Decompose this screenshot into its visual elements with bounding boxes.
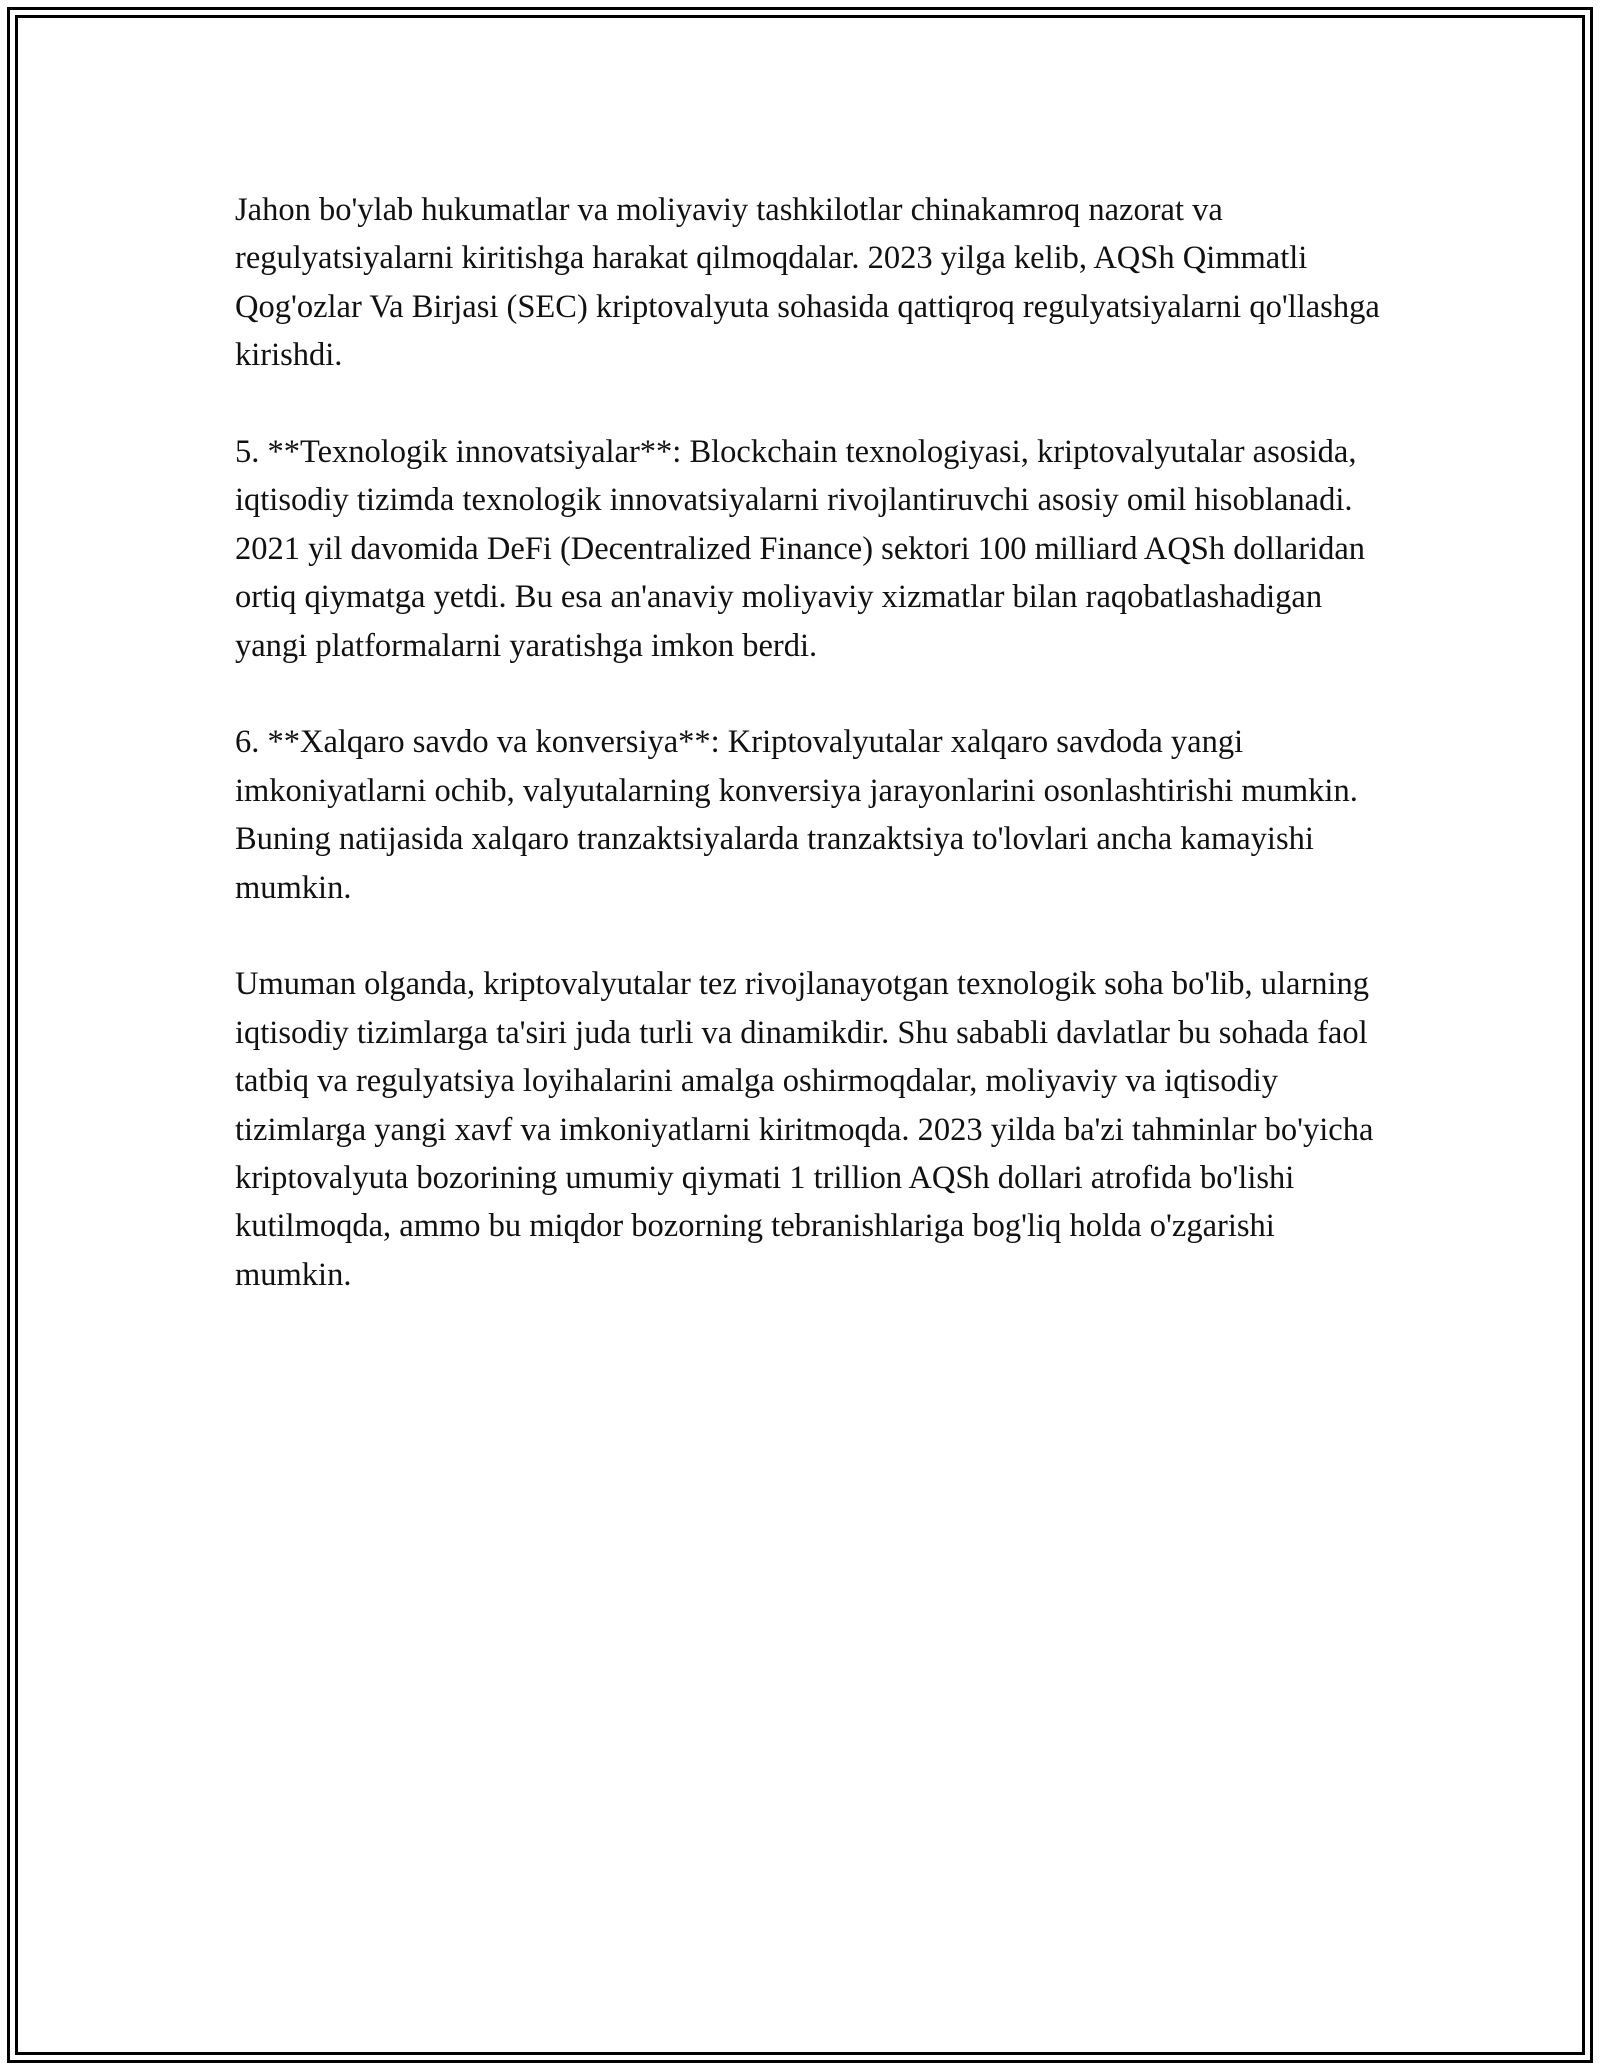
paragraph-tech-innovation: 5. **Texnologik innovatsiyalar**: Blockchain texnologiyasi, kriptovalyutalar asosida, iqtisodiy tizimda texnologik innovatsiyalarni rivojlantiruvchi asosiy omil hisoblanadi. 2021 yil davomida DeFi (Decentralized Finance) sektori 100 milliard AQSh dollaridan ortiq qiymatga yetdi. Bu esa an'anaviy moliyaviy xizmatlar bilan raqobatlashadigan yangi platformalarni yaratishga imkon berdi. xyxy=(235,434,1366,664)
paragraph-international-trade: 6. **Xalqaro savdo va konversiya**: Kriptovalyutalar xalqaro savdoda yangi imkoniyatlarni ochib, valyutalarning konversiya jarayonlarini osonlashtirishi mumkin. Buning natijasida xalqaro tranzaktsiyalarda tranzaktsiya to'lovlari ancha kamayishi mumkin. xyxy=(235,724,1358,906)
paragraph-conclusion: Umuman olganda, kriptovalyutalar tez rivojlanayotgan texnologik soha bo'lib, ularning iqtisodiy tizimlarga ta'siri juda turli va dinamikdir. Shu sababli davlatlar bu sohada faol tatbiq va regulyatsiya loyihalarini amalga oshirmoqdalar, moliyaviy va iqtisodiy tizimlarga yangi xavf va imkoniyatlarni kiritmoqda. 2023 yilda ba'zi tahminlar bo'yicha kriptovalyuta bozorining umumiy qiymati 1 trillion AQSh dollari atrofida bo'lishi kutilmoqda, ammo bu miqdor bozorning tebranishlariga bog'liq holda o'zgarishi mumkin. xyxy=(235,966,1374,1293)
paragraph-regulation: Jahon bo'ylab hukumatlar va moliyaviy tashkilotlar chinakamroq nazorat va regulyatsiyalarni kiritishga harakat qilmoqdalar. 2023 yilga kelib, AQSh Qimmatli Qog'ozlar Va Birjasi (SEC) kriptovalyuta sohasida qattiqroq regulyatsiyalarni qo'llashga kirishdi. xyxy=(235,192,1380,374)
document-body xyxy=(235,186,1385,1348)
